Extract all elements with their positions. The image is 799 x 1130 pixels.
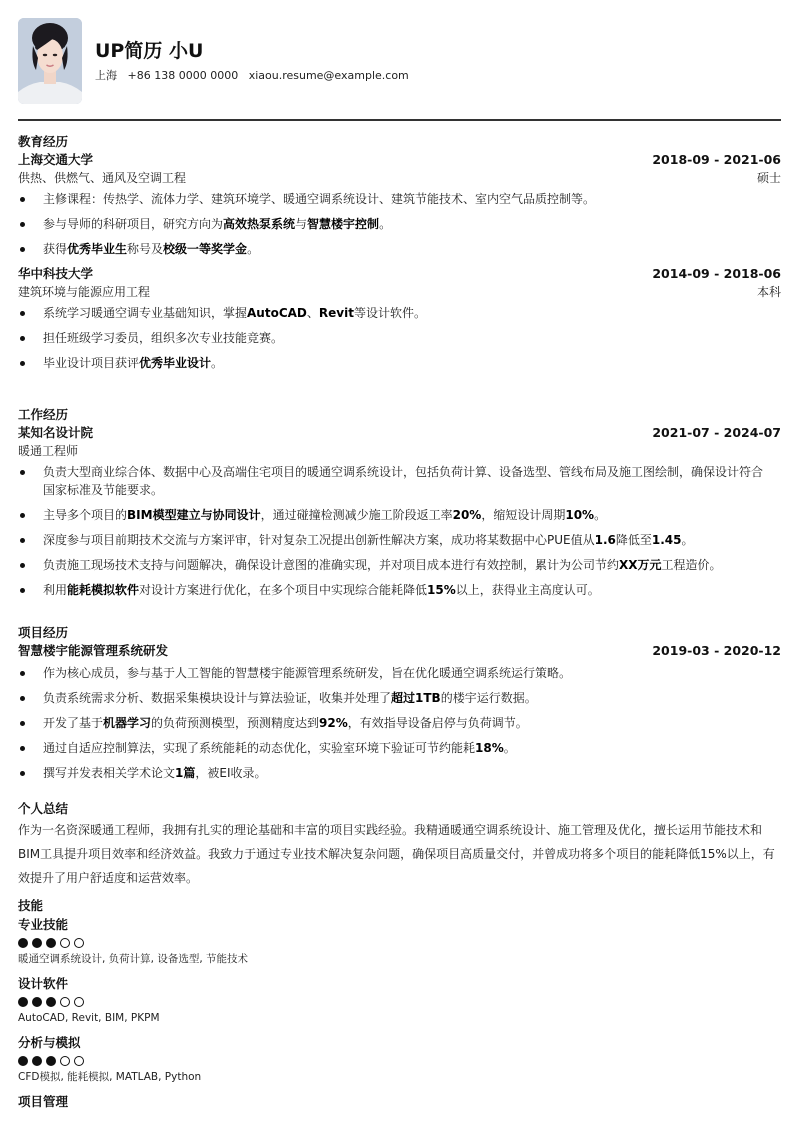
skill-level-rating: [18, 997, 781, 1008]
bullet-item: 获得优秀毕业生称号及校级一等奖学金。: [18, 240, 773, 258]
education-entry: [18, 265, 781, 372]
projects-section: [18, 624, 781, 789]
rating-dot-filled-icon: [46, 997, 56, 1007]
rating-dot-empty-icon: [60, 938, 70, 948]
bullet-item: 通过自适应控制算法，实现了系统能耗的动态优化，实验室环境下验证可节约能耗18%。: [18, 739, 773, 757]
section-title-education: 教育经历: [18, 134, 69, 149]
education-section: [18, 133, 781, 379]
bullet-item: 开发了基于机器学习的负荷预测模型，预测精度达到92%，有效指导设备启停与负荷调节。: [18, 714, 773, 732]
work-entry: [18, 424, 781, 599]
rating-dot-empty-icon: [60, 997, 70, 1007]
rating-dot-empty-icon: [74, 938, 84, 948]
skill-group: [18, 916, 781, 967]
bullet-item: 系统学习暖通空调专业基础知识，掌握AutoCAD、Revit等设计软件。: [18, 304, 773, 322]
entry-dates: 2021-07 - 2024-07: [652, 425, 781, 440]
rating-dot-empty-icon: [74, 1056, 84, 1066]
bullet-item: 参与导师的科研项目，研究方向为高效热泵系统与智慧楼宇控制。: [18, 215, 773, 233]
skill-group-name: 项目管理: [18, 1094, 69, 1109]
rating-dot-filled-icon: [18, 997, 28, 1007]
degree: 硕士: [756, 171, 781, 185]
skill-group: [18, 1034, 781, 1085]
contact-phone[interactable]: +86 138 0000 0000: [127, 69, 239, 82]
rating-dot-filled-icon: [32, 938, 42, 948]
degree: 本科: [756, 285, 781, 299]
skill-group: [18, 1093, 781, 1111]
bullet-item: 撰写并发表相关学术论文1篇，被EI收录。: [18, 764, 773, 782]
resume-page: [18, 0, 781, 1109]
major: 供热、供燃气、通风及空调工程: [18, 171, 187, 185]
avatar-photo: [18, 18, 82, 104]
section-title-work: 工作经历: [18, 407, 69, 422]
candidate-name: UP简历 小U: [95, 40, 204, 62]
entry-dates: 2018-09 - 2021-06: [652, 152, 781, 167]
project-entry: [18, 642, 781, 782]
skills-section: [18, 897, 781, 1111]
rating-dot-filled-icon: [32, 997, 42, 1007]
bullet-list: [18, 304, 781, 372]
school-name: 华中科技大学: [18, 266, 94, 281]
bullet-list: [18, 463, 781, 599]
skill-group-name: 专业技能: [18, 917, 69, 932]
skill-level-rating: [18, 1056, 781, 1067]
contact-info: [95, 68, 416, 84]
school-name: 上海交通大学: [18, 152, 94, 167]
bullet-item: 负责系统需求分析、数据采集模块设计与算法验证，收集并处理了超过1TB的楼宇运行数据。: [18, 689, 773, 707]
bullet-item: 主修课程：传热学、流体力学、建筑环境学、暖通空调系统设计、建筑节能技术、室内空气品质控制等。: [18, 190, 773, 208]
work-section: [18, 406, 781, 606]
education-entry: [18, 151, 781, 258]
bullet-item: 作为核心成员，参与基于人工智能的智慧楼宇能源管理系统研发，旨在优化暖通空调系统运行策略。: [18, 664, 773, 682]
bullet-item: 担任班级学习委员，组织多次专业技能竞赛。: [18, 329, 773, 347]
rating-dot-empty-icon: [60, 1056, 70, 1066]
resume-header: [18, 0, 781, 120]
skill-items: 暖通空调系统设计, 负荷计算, 设备选型, 节能技术: [18, 953, 249, 965]
rating-dot-filled-icon: [46, 1056, 56, 1066]
bullet-list: [18, 190, 781, 258]
skill-level-rating: [18, 938, 781, 949]
header-divider: [18, 119, 781, 121]
rating-dot-filled-icon: [18, 1056, 28, 1066]
skill-group: [18, 975, 781, 1026]
skill-items: CFD模拟, 能耗模拟, MATLAB, Python: [18, 1071, 202, 1083]
entry-dates: 2019-03 - 2020-12: [652, 643, 781, 658]
skill-group-name: 分析与模拟: [18, 1035, 81, 1050]
major: 建筑环境与能源应用工程: [18, 285, 151, 299]
rating-dot-filled-icon: [18, 938, 28, 948]
skill-group-name: 设计软件: [18, 976, 69, 991]
job-title: 暖通工程师: [18, 444, 79, 458]
bullet-item: 利用能耗模拟软件对设计方案进行优化，在多个项目中实现综合能耗降低15%以上，获得业主高度认可。: [18, 581, 773, 599]
project-name: 智慧楼宇能源管理系统研发: [18, 643, 169, 658]
rating-dot-filled-icon: [32, 1056, 42, 1066]
contact-city: 上海: [95, 69, 117, 82]
bullet-item: 负责施工现场技术支持与问题解决，确保设计意图的准确实现，并对项目成本进行有效控制，累计为公司节约XX万元工程造价。: [18, 556, 773, 574]
bullet-item: 主导多个项目的BIM模型建立与协同设计，通过碰撞检测减少施工阶段返工率20%，缩短设计周期10%。: [18, 506, 773, 524]
company-name: 某知名设计院: [18, 425, 94, 440]
bullet-item: 负责大型商业综合体、数据中心及高端住宅项目的暖通空调系统设计，包括负荷计算、设备选型、管线布局及施工图绘制，确保设计符合国家标准及节能要求。: [18, 463, 773, 499]
contact-email[interactable]: xiaou.resume@example.com: [248, 69, 409, 82]
rating-dot-filled-icon: [46, 938, 56, 948]
section-title-summary: 个人总结: [18, 801, 69, 816]
summary-text: 作为一名资深暖通工程师，我拥有扎实的理论基础和丰富的项目实践经验。我精通暖通空调系统设计、施工管理及优化，擅长运用节能技术和BIM工具提升项目效率和经济效益。我致力于通过专业技术解决复杂问题，确保项目高质量交付，并曾成功将多个项目的能耗降低15%以上，有效提升了用户舒适度和运营效率。: [18, 823, 775, 885]
bullet-item: 深度参与项目前期技术交流与方案评审，针对复杂工况提出创新性解决方案，成功将某数据中心PUE值从1.6降低至1.45。: [18, 531, 773, 549]
bullet-list: [18, 664, 781, 782]
bullet-item: 毕业设计项目获评优秀毕业设计。: [18, 354, 773, 372]
rating-dot-empty-icon: [74, 997, 84, 1007]
section-title-skills: 技能: [18, 898, 44, 913]
entry-dates: 2014-09 - 2018-06: [652, 266, 781, 281]
summary-section: [18, 800, 781, 890]
skill-items: AutoCAD, Revit, BIM, PKPM: [18, 1012, 160, 1024]
section-title-projects: 项目经历: [18, 625, 69, 640]
